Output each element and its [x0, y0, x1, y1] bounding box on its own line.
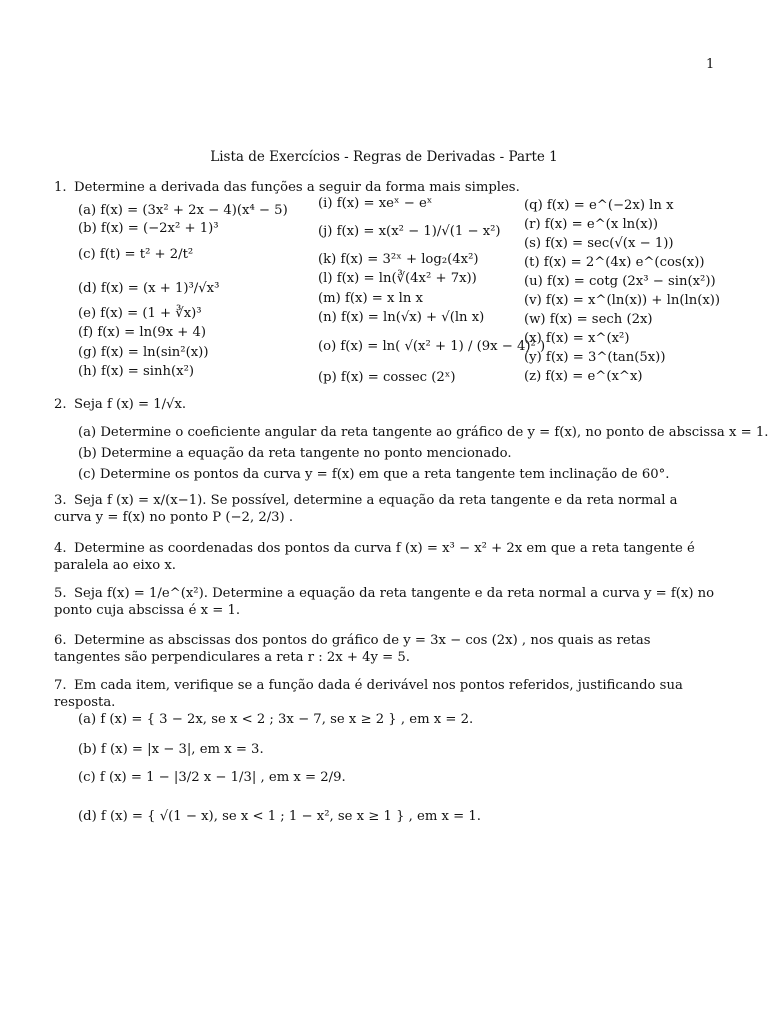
exercise-item: (b) f (x) = |x − 3|, em x = 3. — [78, 742, 264, 757]
exercise-item: (l) f(x) = ln(∛(4x² + 7x)) — [318, 271, 477, 286]
exercise-item: (b) f(x) = (−2x² + 1)³ — [78, 221, 219, 236]
exercise-item: (f) f(x) = ln(9x + 4) — [78, 325, 207, 340]
exercise-item: (c) f (x) = 1 − |3/2 x − 1/3| , em x = 2/9. — [78, 770, 346, 785]
exercise-item: (g) f(x) = ln(sin²(x)) — [78, 345, 209, 360]
question-6 — [54, 633, 716, 666]
question-number: 6. — [54, 633, 67, 648]
question-4 — [54, 541, 716, 574]
exercise-item: (u) f(x) = cotg (2x³ − sin(x²)) — [524, 274, 716, 289]
question-text: Em cada item, verifique se a função dada é derivável nos pontos referidos, justificando sua resposta. — [54, 678, 683, 710]
exercise-item: (c) f(t) = t² + 2/t² — [78, 247, 194, 262]
exercise-item: (a) f (x) = { 3 − 2x, se x < 2 ; 3x − 7, se x ≥ 2 } , em x = 2. — [78, 712, 474, 727]
question-text: Seja f (x) = x/(x−1). Se possível, determine a equação da reta tangente e da reta normal a curva y = f(x) no ponto P (−2, 2/3) . — [54, 493, 678, 525]
exercise-item: (m) f(x) = x ln x — [318, 291, 423, 306]
question-text: Determine as abscissas dos pontos do gráfico de y = 3x − cos (2x) , nos quais as retas tangentes são perpendiculares a reta r : 2x + 4y = 5. — [54, 633, 651, 665]
exercise-item: (c) Determine os pontos da curva y = f(x) em que a reta tangente tem inclinação de 60°. — [78, 467, 670, 482]
exercise-item: (w) f(x) = sech (2x) — [524, 312, 653, 327]
question-1 — [54, 180, 716, 197]
exercise-item: (v) f(x) = x^(ln(x)) + ln(ln(x)) — [524, 293, 721, 308]
exercise-item: (d) f(x) = (x + 1)³/√x³ — [78, 281, 220, 296]
question-number: 4. — [54, 541, 67, 556]
exercise-item: (a) Determine o coeficiente angular da reta tangente ao gráfico de y = f(x), no ponto de abscissa x = 1. — [78, 425, 768, 440]
exercise-item: (j) f(x) = x(x² − 1)/√(1 − x²) — [318, 224, 501, 239]
exercise-item: (k) f(x) = 3²ˣ + log₂(4x²) — [318, 252, 479, 267]
exercise-item: (p) f(x) = cossec (2ˣ) — [318, 370, 456, 385]
exercise-item: (a) f(x) = (3x² + 2x − 4)(x⁴ − 5) — [78, 203, 288, 218]
exercise-item: (s) f(x) = sec(√(x − 1)) — [524, 236, 674, 251]
exercise-item: (z) f(x) = e^(x^x) — [524, 369, 643, 384]
exercise-item: (t) f(x) = 2^(4x) e^(cos(x)) — [524, 255, 705, 270]
question-7 — [54, 678, 716, 711]
question-3 — [54, 493, 716, 526]
question-text: Seja f(x) = 1/e^(x²). Determine a equação da reta tangente e da reta normal a curva y = f(x) no ponto cuja abscissa é x = 1. — [54, 586, 715, 618]
question-number: 5. — [54, 586, 67, 601]
question-number: 1. — [54, 180, 67, 195]
question-number: 3. — [54, 493, 67, 508]
question-text: Determine a derivada das funções a seguir da forma mais simples. — [74, 180, 520, 195]
exercise-item: (y) f(x) = 3^(tan(5x)) — [524, 350, 666, 365]
question-number: 2. — [54, 397, 67, 412]
exercise-item: (i) f(x) = xeˣ − eˣ — [318, 196, 433, 211]
exercise-item: (e) f(x) = (1 + ∛x)³ — [78, 306, 202, 321]
page-number: 1 — [706, 57, 715, 72]
question-number: 7. — [54, 678, 67, 693]
exercise-item: (d) f (x) = { √(1 − x), se x < 1 ; 1 − x², se x ≥ 1 } , em x = 1. — [78, 809, 481, 824]
question-text: Seja f (x) = 1/√x. — [74, 397, 187, 412]
exercise-item: (n) f(x) = ln(√x) + √(ln x) — [318, 310, 485, 325]
exercise-item: (h) f(x) = sinh(x²) — [78, 364, 195, 379]
question-2 — [54, 397, 716, 414]
page-title: Lista de Exercícios - Regras de Derivadas - Parte 1 — [210, 149, 558, 165]
question-text: Determine as coordenadas dos pontos da curva f (x) = x³ − x² + 2x em que a reta tangente é paralela ao eixo x. — [54, 541, 695, 573]
exercise-item: (x) f(x) = x^(x²) — [524, 331, 630, 346]
exercise-item: (q) f(x) = e^(−2x) ln x — [524, 198, 674, 213]
question-5 — [54, 586, 716, 619]
exercise-item: (r) f(x) = e^(x ln(x)) — [524, 217, 659, 232]
exercise-item: (b) Determine a equação da reta tangente no ponto mencionado. — [78, 446, 512, 461]
exercise-item: (o) f(x) = ln( √(x² + 1) / (9x − 4)² ) — [318, 339, 546, 354]
